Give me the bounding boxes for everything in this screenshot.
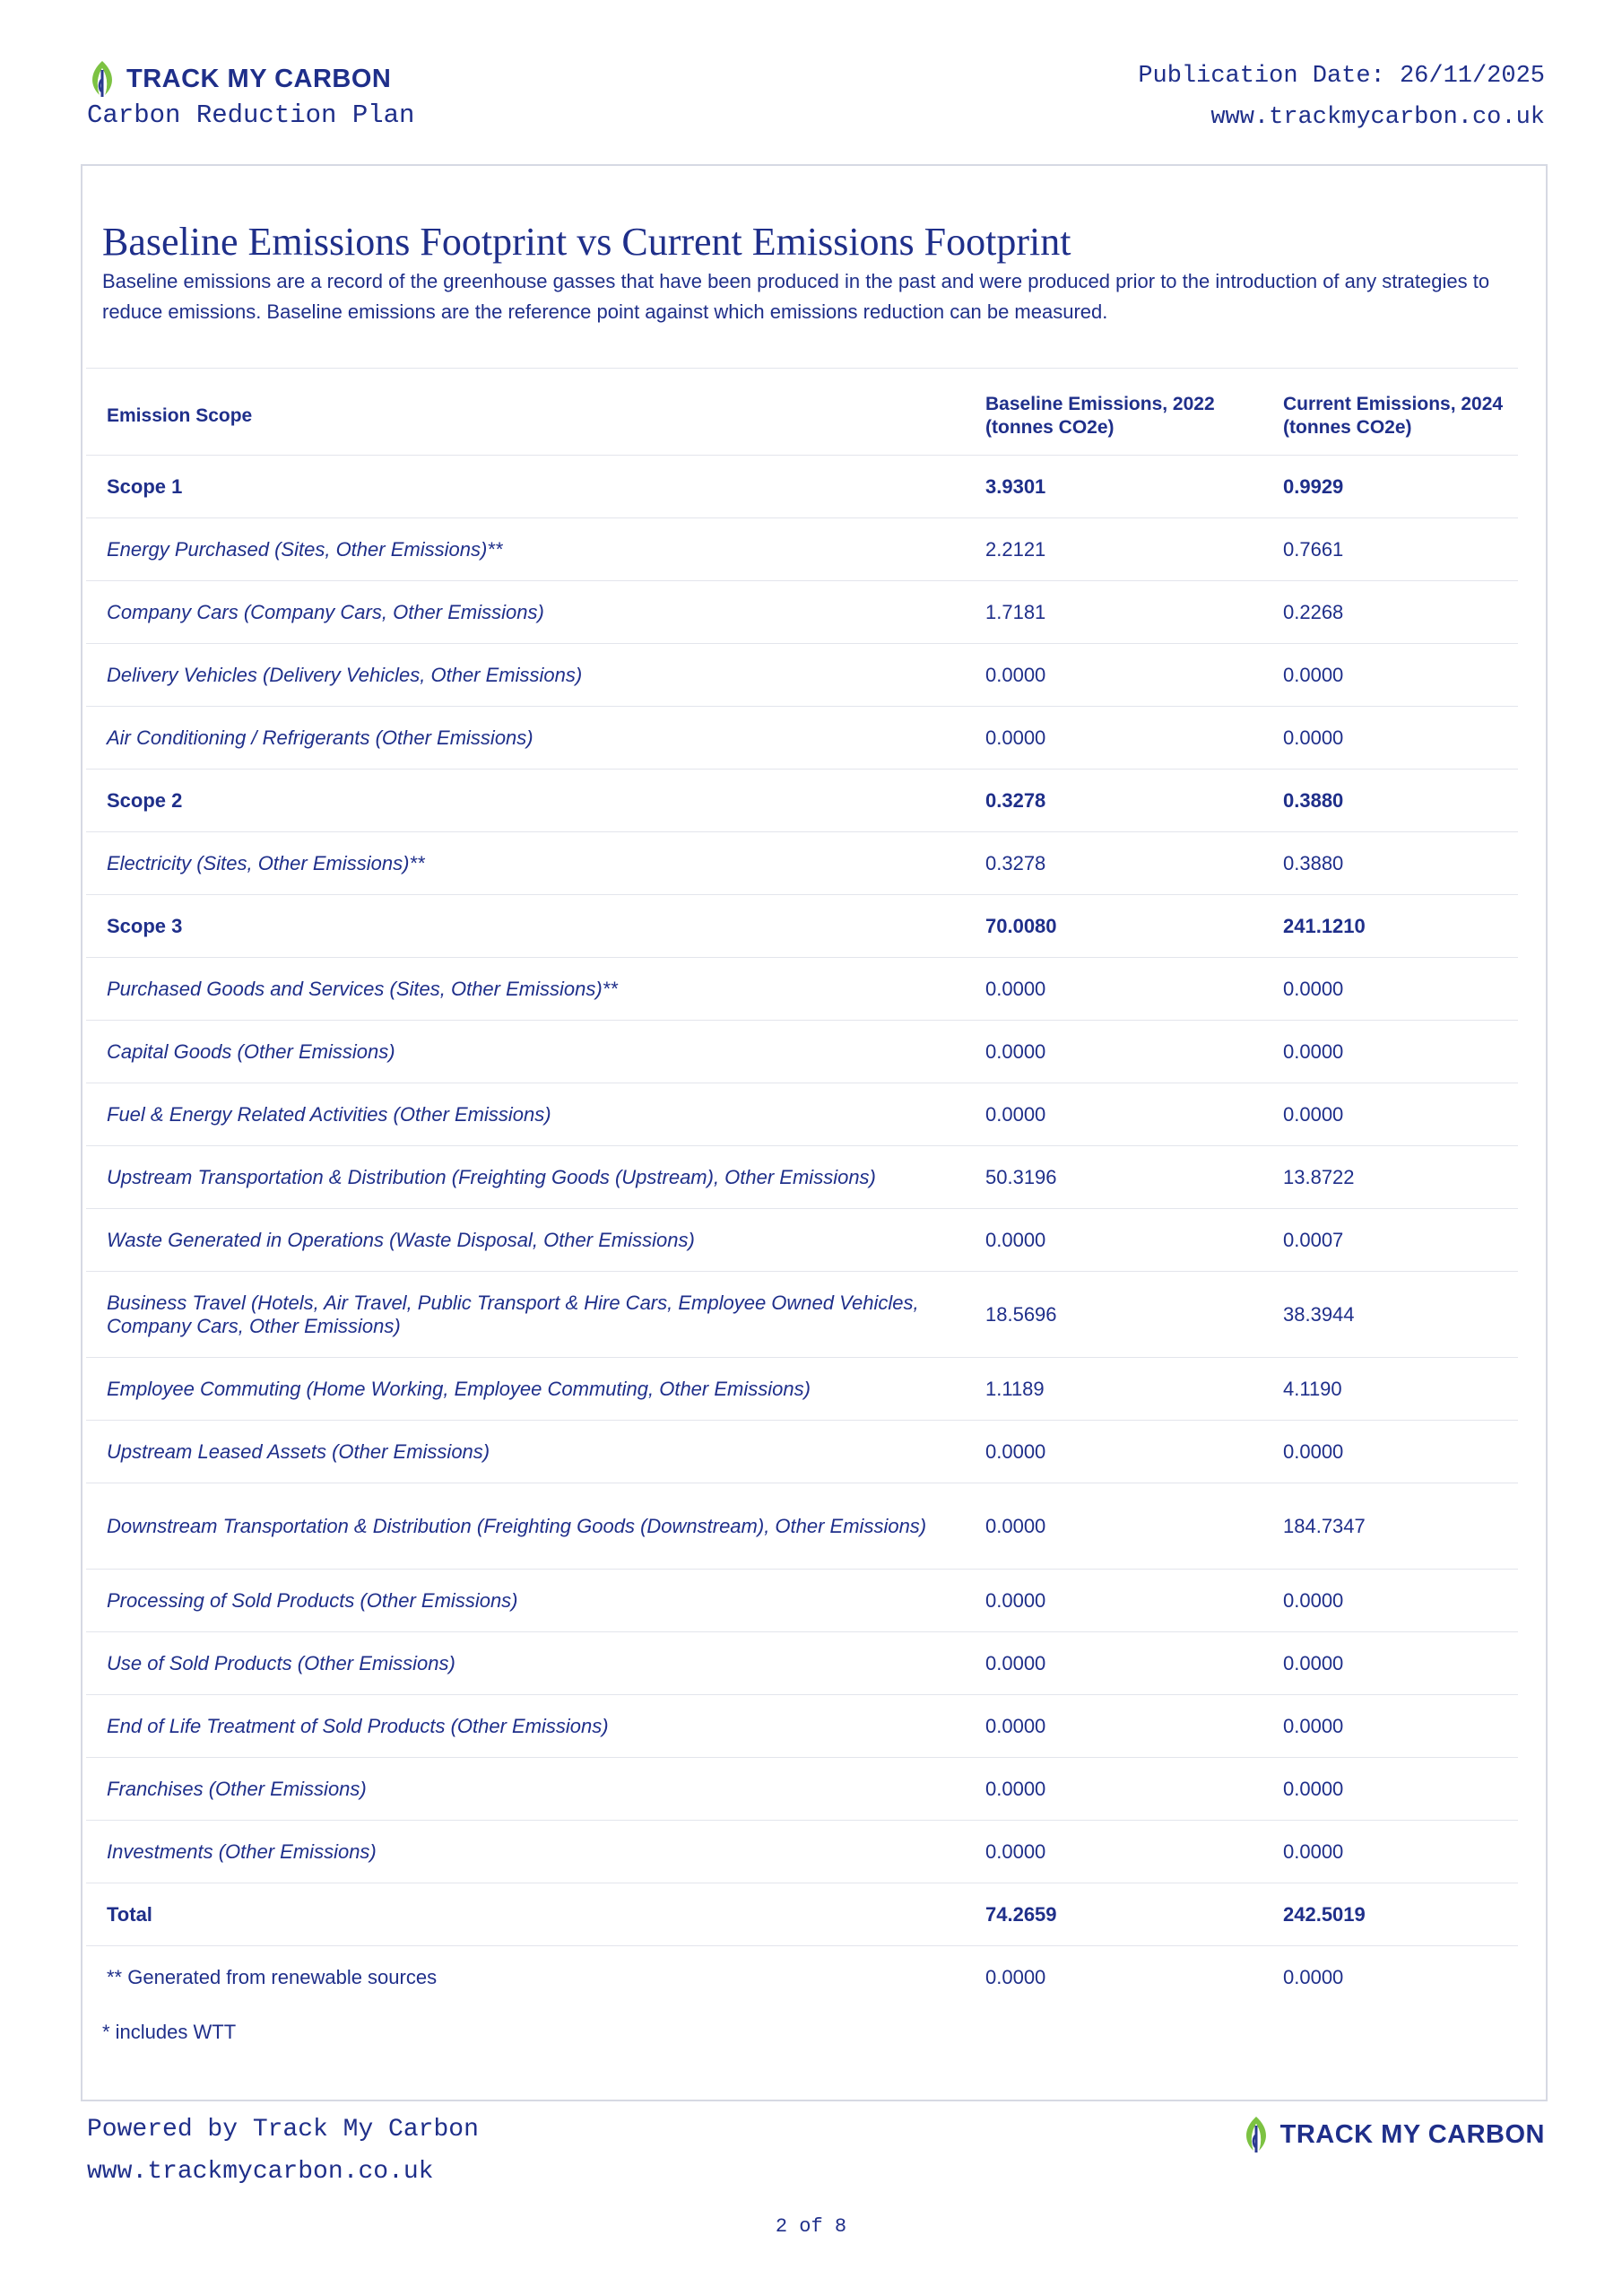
brand-logo xyxy=(87,57,391,100)
header-emission-scope: Emission Scope xyxy=(86,369,985,456)
table-row: Scope 3 70.0080 241.1210 xyxy=(86,895,1518,958)
table-row: Waste Generated in Operations (Waste Disposal, Other Emissions) 0.0000 0.0007 xyxy=(86,1209,1518,1272)
table-row: Fuel & Energy Related Activities (Other Emissions) 0.0000 0.0000 xyxy=(86,1083,1518,1146)
header-current-emissions: Current Emissions, 2024 (tonnes CO2e) xyxy=(1283,369,1518,456)
table-row: Investments (Other Emissions) 0.0000 0.0000 xyxy=(86,1821,1518,1883)
brand-name: TRACK MY CARBON xyxy=(126,64,392,93)
emissions-table xyxy=(86,368,1518,2008)
table-row-renewable-note: ** Generated from renewable sources 0.0000 0.0000 xyxy=(86,1946,1518,2009)
table-row: End of Life Treatment of Sold Products (Other Emissions) 0.0000 0.0000 xyxy=(86,1695,1518,1758)
leaf-icon xyxy=(87,59,117,99)
table-row: Business Travel (Hotels, Air Travel, Public Transport & Hire Cars, Employee Owned Vehicles, Company Cars, Other Emissions) 18.5696 38.3944 xyxy=(86,1272,1518,1358)
publication-date: Publication Date: 26/11/2025 xyxy=(1138,63,1545,90)
footer-brand-logo xyxy=(1241,2113,1545,2156)
table-row: Upstream Leased Assets (Other Emissions) 0.0000 0.0000 xyxy=(86,1421,1518,1483)
footer-website-url: www.trackmycarbon.co.uk xyxy=(87,2158,434,2186)
powered-by-text: Powered by Track My Carbon xyxy=(87,2116,479,2144)
table-row: Air Conditioning / Refrigerants (Other Emissions) 0.0000 0.0000 xyxy=(86,707,1518,770)
section-intro: Baseline emissions are a record of the greenhouse gasses that have been produced in the past and were produced prior to the introduction of any strategies to reduce emissions. Baseline emissions are the reference point against which emissions reduction can be measured. xyxy=(102,270,1490,323)
page-number: 2 of 8 xyxy=(775,2215,847,2238)
table-row: Scope 1 3.9301 0.9929 xyxy=(86,456,1518,518)
table-row: Use of Sold Products (Other Emissions) 0.0000 0.0000 xyxy=(86,1632,1518,1695)
wtt-footnote: * includes WTT xyxy=(102,2021,237,2043)
table-row: Upstream Transportation & Distribution (Freighting Goods (Upstream), Other Emissions) 50.3196 13.8722 xyxy=(86,1146,1518,1209)
table-row: Downstream Transportation & Distribution (Freighting Goods (Downstream), Other Emissions) 0.0000 184.7347 xyxy=(86,1483,1518,1570)
table-row: Electricity (Sites, Other Emissions)** 0.3278 0.3880 xyxy=(86,832,1518,895)
table-row-total: Total 74.2659 242.5019 xyxy=(86,1883,1518,1946)
footer-brand-name: TRACK MY CARBON xyxy=(1279,2119,1545,2149)
leaf-icon xyxy=(1241,2115,1271,2154)
table-row: Scope 2 0.3278 0.3880 xyxy=(86,770,1518,832)
table-header-row xyxy=(86,369,1518,456)
table-row: Employee Commuting (Home Working, Employee Commuting, Other Emissions) 1.1189 4.1190 xyxy=(86,1358,1518,1421)
table-row: Delivery Vehicles (Delivery Vehicles, Other Emissions) 0.0000 0.0000 xyxy=(86,644,1518,707)
header-baseline-emissions: Baseline Emissions, 2022 (tonnes CO2e) xyxy=(985,369,1283,456)
table-row: Purchased Goods and Services (Sites, Other Emissions)** 0.0000 0.0000 xyxy=(86,958,1518,1021)
document-subtitle: Carbon Reduction Plan xyxy=(87,100,415,130)
header-website-url: www.trackmycarbon.co.uk xyxy=(1210,104,1545,131)
table-row: Energy Purchased (Sites, Other Emissions)** 2.2121 0.7661 xyxy=(86,518,1518,581)
table-row: Franchises (Other Emissions) 0.0000 0.0000 xyxy=(86,1758,1518,1821)
section-title: Baseline Emissions Footprint vs Current Emissions Footprint xyxy=(102,220,1071,264)
table-row: Company Cars (Company Cars, Other Emissions) 1.7181 0.2268 xyxy=(86,581,1518,644)
table-row: Capital Goods (Other Emissions) 0.0000 0.0000 xyxy=(86,1021,1518,1083)
table-row: Processing of Sold Products (Other Emissions) 0.0000 0.0000 xyxy=(86,1570,1518,1632)
